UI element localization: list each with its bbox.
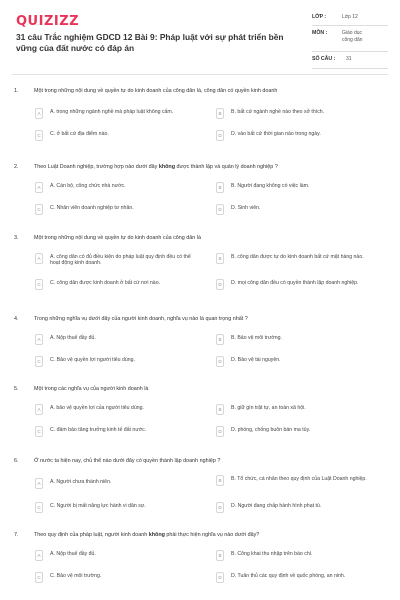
option-text: D. vào bất cứ thời gian nào trong ngày. xyxy=(231,131,321,137)
option-text: B. Công khai thu nhập trên báo chí. xyxy=(231,551,313,557)
question-text: Theo quy định của pháp luật, người kinh doanh không phải thực hiện nghĩa vụ nào dưới đây? xyxy=(34,532,260,538)
option-a[interactable] xyxy=(35,182,207,196)
option-c[interactable] xyxy=(35,130,207,144)
meta-value-count: 31 xyxy=(346,56,352,62)
option-text: B. giữ gìn trật tự, an toàn xã hội. xyxy=(231,405,306,411)
meta-divider xyxy=(312,68,388,69)
question-text: Một trong những nội dung về quyền tự do kinh doanh của công dân là xyxy=(34,235,201,241)
option-b[interactable] xyxy=(216,182,388,196)
option-letter-box: D xyxy=(216,204,224,215)
option-text: D. Người đang chấp hành hình phạt tù. xyxy=(231,503,322,509)
option-text: D. Tuân thủ các quy định về quốc phòng, an ninh. xyxy=(231,573,346,579)
option-letter-box: B xyxy=(216,108,224,119)
option-b[interactable] xyxy=(216,475,388,489)
option-letter-box: C xyxy=(35,356,43,367)
option-text: C. Người bị mất năng lực hành vi dân sự. xyxy=(50,503,146,509)
question-text: Theo Luật Doanh nghiệp, trường hợp nào dưới đây không được thành lập và quản lý doanh nghiệp ? xyxy=(34,164,278,170)
option-letter-box: C xyxy=(35,502,43,513)
option-d[interactable] xyxy=(216,204,388,218)
quizizz-logo[interactable]: QUIZIZZ xyxy=(16,14,80,29)
option-letter-box: C xyxy=(35,572,43,583)
option-c[interactable] xyxy=(35,572,207,586)
option-a[interactable] xyxy=(35,108,207,122)
option-b[interactable] xyxy=(216,334,388,348)
option-letter-box: A xyxy=(35,334,43,345)
question-number: 7. xyxy=(14,532,19,538)
option-c[interactable] xyxy=(35,356,207,370)
option-text: D. phòng, chống buôn bán ma túy. xyxy=(231,427,311,433)
option-letter-box: D xyxy=(216,426,224,437)
option-a[interactable] xyxy=(35,253,207,267)
option-letter-box: D xyxy=(216,130,224,141)
option-letter-box: B xyxy=(216,334,224,345)
option-b[interactable] xyxy=(216,404,388,418)
option-c[interactable] xyxy=(35,279,207,293)
question-text: Trong những nghĩa vụ dưới đây của người kinh doanh, nghĩa vụ nào là quan trọng nhất ? xyxy=(34,316,248,322)
option-letter-box: A xyxy=(35,478,43,489)
worksheet-title: 31 câu Trắc nghiệm GDCD 12 Bài 9: Pháp luật với sự phát triển bền vững của đất nước có đáp án xyxy=(16,32,284,53)
option-text: A. công dân có đủ điều kiện do pháp luật quy định đều có thể hoạt động kinh doanh. xyxy=(50,254,191,267)
question-number: 1. xyxy=(14,88,19,94)
option-letter-box: C xyxy=(35,279,43,290)
option-c[interactable] xyxy=(35,204,207,218)
option-text: B. bất cứ ngành nghề nào theo sở thích. xyxy=(231,109,325,115)
option-d[interactable] xyxy=(216,502,388,516)
worksheet-header xyxy=(0,0,400,72)
option-text: C. Bảo vệ môi trường. xyxy=(50,573,102,579)
question-text: Một trong những nội dung về quyền tự do kinh doanh của công dân là, công dân có quyền kinh doanh xyxy=(34,88,278,94)
option-letter-box: D xyxy=(216,279,224,290)
option-c[interactable] xyxy=(35,502,207,516)
option-text: C. ở bất cứ địa điểm nào. xyxy=(50,131,109,137)
option-d[interactable] xyxy=(216,426,388,440)
header-divider xyxy=(12,74,388,75)
option-text: D. mọi công dân đều có quyền thành lập doanh nghiệp. xyxy=(231,280,359,286)
option-text: B. Bảo vệ môi trường. xyxy=(231,335,282,341)
option-letter-box: D xyxy=(216,356,224,367)
option-text: D. Sinh viên. xyxy=(231,205,261,211)
meta-row-subject xyxy=(312,30,388,52)
option-text: A. trong những ngành nghề mà pháp luật không cấm. xyxy=(50,109,174,115)
option-letter-box: B xyxy=(216,475,224,486)
option-a[interactable] xyxy=(35,478,207,492)
option-d[interactable] xyxy=(216,356,388,370)
option-text: C. Nhân viên doanh nghiệp tư nhân. xyxy=(50,205,134,211)
meta-divider xyxy=(312,51,388,52)
option-text: A. bảo vệ quyền lợi của người tiêu dùng. xyxy=(50,405,144,411)
option-a[interactable] xyxy=(35,334,207,348)
option-letter-box: A xyxy=(35,108,43,119)
option-a[interactable] xyxy=(35,404,207,418)
question-text: Ở nước ta hiện nay, chủ thể nào dưới đây có quyền thành lập doanh nghiệp ? xyxy=(34,458,221,464)
question-number: 5. xyxy=(14,386,19,392)
question-number: 3. xyxy=(14,235,19,241)
option-b[interactable] xyxy=(216,550,388,564)
option-text: B. Người đang không có việc làm. xyxy=(231,183,310,189)
question-number: 6. xyxy=(14,458,19,464)
meta-label-class: LỚP : xyxy=(312,14,327,20)
option-letter-box: B xyxy=(216,253,224,264)
option-letter-box: B xyxy=(216,550,224,561)
meta-label-count: SỐ CÂU : xyxy=(312,56,336,62)
option-d[interactable] xyxy=(216,279,388,293)
option-b[interactable] xyxy=(216,108,388,122)
option-text: A. Cán bộ, công chức nhà nước. xyxy=(50,183,126,189)
option-letter-box: B xyxy=(216,404,224,415)
option-letter-box: B xyxy=(216,182,224,193)
option-text: C. Bảo vệ quyền lợi người tiêu dùng. xyxy=(50,357,135,363)
meta-divider xyxy=(312,25,388,26)
option-letter-box: A xyxy=(35,404,43,415)
option-c[interactable] xyxy=(35,426,207,440)
option-b[interactable] xyxy=(216,253,388,267)
meta-value-subject: Giáo dục công dân xyxy=(342,30,363,43)
option-letter-box: D xyxy=(216,572,224,583)
option-letter-box: C xyxy=(35,204,43,215)
option-text: A. Người chưa thành niên. xyxy=(50,479,112,485)
meta-row-count xyxy=(312,56,388,68)
meta-label-subject: MÔN : xyxy=(312,30,328,36)
question-number: 4. xyxy=(14,316,19,322)
question-text: Một trong các nghĩa vụ của người kinh doanh là xyxy=(34,386,149,392)
option-text: C. công dân được kinh doanh ở bất cứ nơi nào. xyxy=(50,280,161,286)
worksheet-meta xyxy=(312,14,388,62)
emphasis-text: không xyxy=(158,164,175,170)
emphasis-text: không xyxy=(148,532,165,538)
option-letter-box: A xyxy=(35,182,43,193)
option-a[interactable] xyxy=(35,550,207,564)
option-letter-box: D xyxy=(216,502,224,513)
option-text: B. Tổ chức, cá nhân theo quy định của Luật Doanh nghiệp. xyxy=(231,476,367,482)
option-letter-box: C xyxy=(35,426,43,437)
option-text: D. Bảo vệ tài nguyên. xyxy=(231,357,281,363)
option-d[interactable] xyxy=(216,572,388,586)
option-text: A. Nộp thuế đầy đủ. xyxy=(50,335,96,341)
option-letter-box: A xyxy=(35,550,43,561)
option-d[interactable] xyxy=(216,130,388,144)
option-text: C. đảm bảo tăng trưởng kinh tế đất nước. xyxy=(50,427,147,433)
meta-value-class: Lớp 12 xyxy=(342,14,358,20)
question-number: 2. xyxy=(14,164,19,170)
option-letter-box: C xyxy=(35,130,43,141)
option-letter-box: A xyxy=(35,253,43,264)
option-text: A. Nộp thuế đầy đủ. xyxy=(50,551,96,557)
option-text: B. công dân được tự do kinh doanh bất cứ mặt hàng nào. xyxy=(231,254,364,260)
